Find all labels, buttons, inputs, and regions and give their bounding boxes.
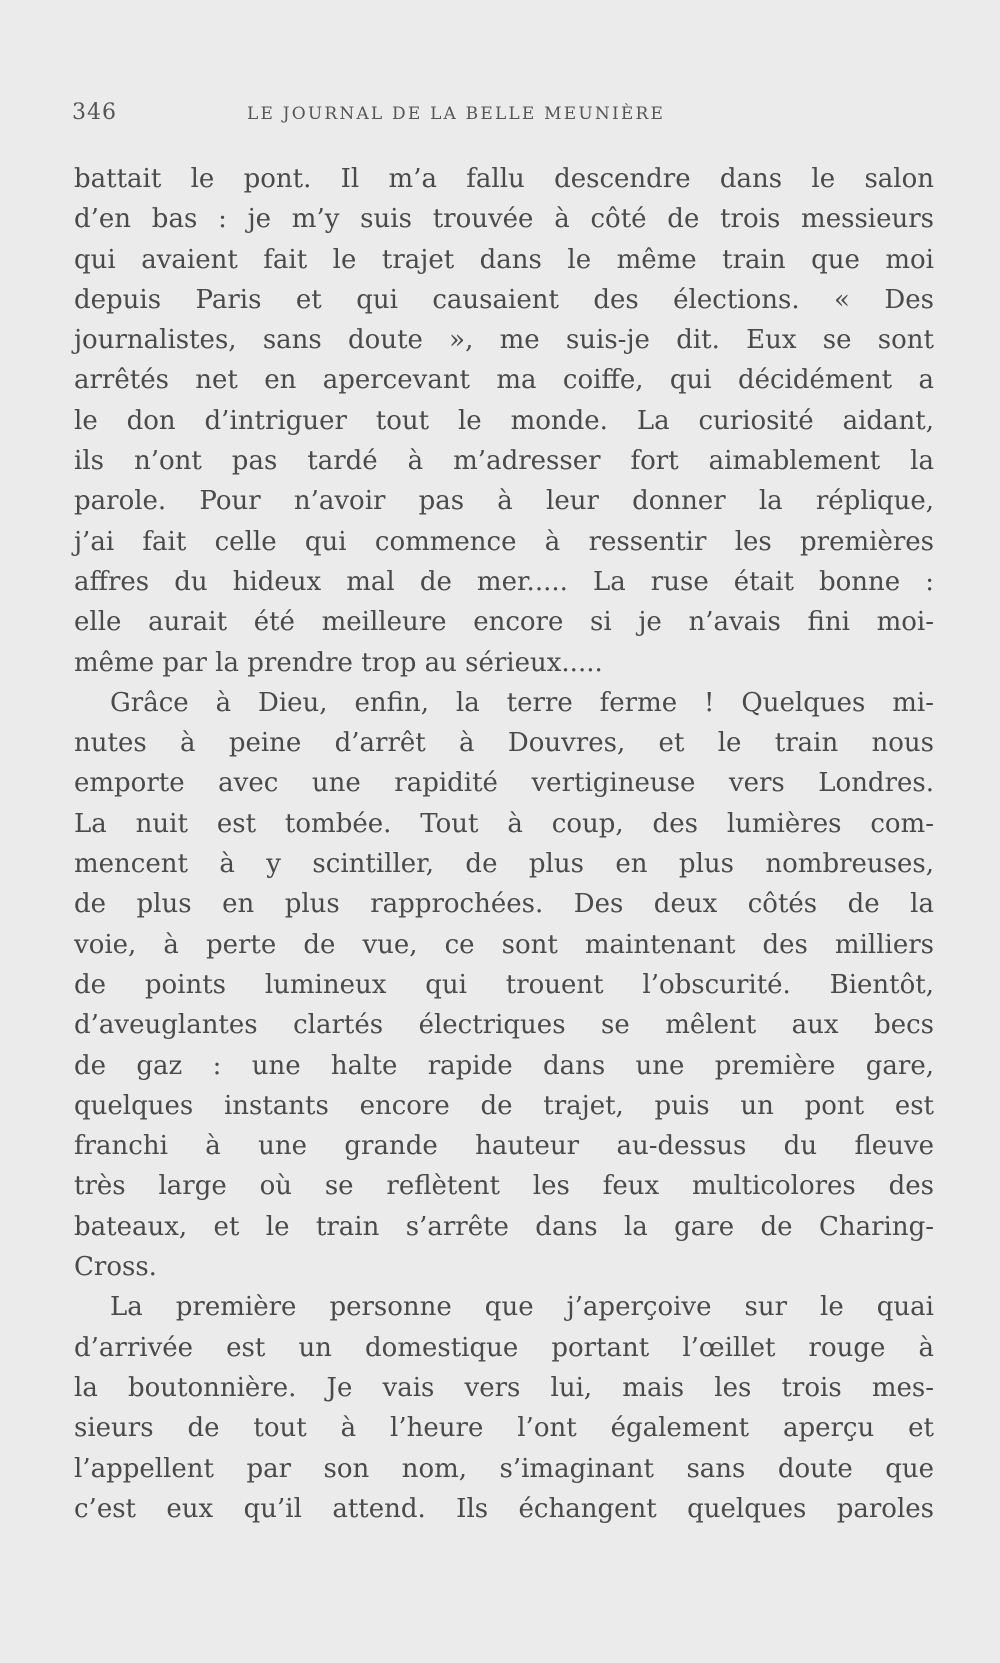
text-line: emporte avec une rapidité vertigineuse vers Londres. bbox=[74, 768, 934, 799]
text-line: de plus en plus rapprochées. Des deux côtés de la bbox=[74, 889, 934, 920]
text-line: le don d’intriguer tout le monde. La curiosité aidant, bbox=[74, 405, 934, 436]
text-line: de gaz : une halte rapide dans une première gare, bbox=[74, 1050, 934, 1081]
text-line: La nuit est tombée. Tout à coup, des lumières com- bbox=[74, 808, 934, 839]
running-title: LE JOURNAL DE LA BELLE MEUNIÈRE bbox=[247, 104, 666, 124]
text-line: La première personne que j’aperçoive sur le quai bbox=[110, 1292, 934, 1323]
text-line: Cross. bbox=[74, 1252, 157, 1283]
text-line: même par la prendre trop au sérieux..... bbox=[74, 647, 603, 678]
page-header bbox=[72, 100, 752, 136]
text-line: mencent à y scintiller, de plus en plus nombreuses, bbox=[74, 849, 934, 880]
text-line: quelques instants encore de trajet, puis un pont est bbox=[74, 1090, 934, 1121]
text-line: nutes à peine d’arrêt à Douvres, et le train nous bbox=[74, 728, 934, 759]
text-line: très large où se reflètent les feux multicolores des bbox=[74, 1171, 934, 1202]
text-line: battait le pont. Il m’a fallu descendre dans le salon bbox=[74, 164, 934, 194]
text-line: affres du hideux mal de mer..... La ruse était bonne : bbox=[74, 566, 934, 597]
text-line: l’appellent par son nom, s’imaginant sans doute que bbox=[74, 1453, 934, 1484]
body-text bbox=[74, 159, 934, 1529]
text-line: la boutonnière. Je vais vers lui, mais les trois mes- bbox=[74, 1372, 934, 1403]
text-line: sieurs de tout à l’heure l’ont également aperçu et bbox=[74, 1413, 934, 1444]
text-line: franchi à une grande hauteur au-dessus du fleuve bbox=[74, 1131, 934, 1162]
text-line: bateaux, et le train s’arrête dans la gare de Charing- bbox=[74, 1211, 934, 1242]
text-line: journalistes, sans doute », me suis-je dit. Eux se sont bbox=[74, 325, 934, 356]
text-line: d’en bas : je m’y suis trouvée à côté de trois messieurs bbox=[74, 204, 934, 235]
text-line: depuis Paris et qui causaient des élections. « Des bbox=[74, 284, 934, 315]
text-line: elle aurait été meilleure encore si je n’avais fini moi- bbox=[74, 607, 934, 638]
text-line: ils n’ont pas tardé à m’adresser fort aimablement la bbox=[74, 446, 934, 477]
text-line: j’ai fait celle qui commence à ressentir les premières bbox=[74, 526, 934, 557]
text-line: qui avaient fait le trajet dans le même train que moi bbox=[74, 244, 934, 275]
page-number: 346 bbox=[72, 100, 117, 125]
text-line: arrêtés net en apercevant ma coiffe, qui décidément a bbox=[74, 365, 934, 396]
text-line: Grâce à Dieu, enfin, la terre ferme ! Quelques mi- bbox=[110, 687, 934, 718]
text-line: de points lumineux qui trouent l’obscurité. Bientôt, bbox=[74, 969, 934, 1000]
text-line: d’arrivée est un domestique portant l’œillet rouge à bbox=[74, 1332, 934, 1363]
text-line: d’aveuglantes clartés électriques se mêlent aux becs bbox=[74, 1010, 934, 1041]
text-line: c’est eux qu’il attend. Ils échangent quelques paroles bbox=[74, 1493, 934, 1524]
text-line: voie, à perte de vue, ce sont maintenant des milliers bbox=[74, 929, 934, 960]
text-line: parole. Pour n’avoir pas à leur donner la réplique, bbox=[74, 486, 934, 517]
